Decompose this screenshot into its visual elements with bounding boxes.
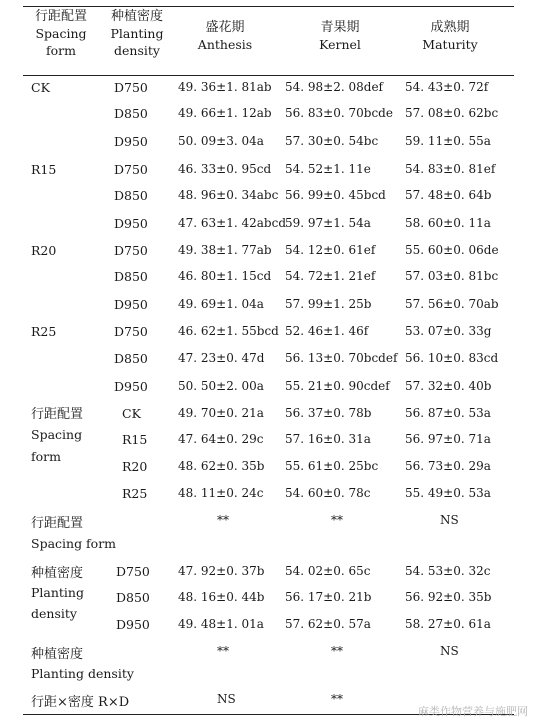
density-sig-maturity: NS (440, 644, 459, 658)
spacing-level: CK (122, 406, 141, 421)
spacing-mean-kernel: 55. 61±0. 25bc (285, 459, 379, 473)
header-kernel-en: Kernel (319, 37, 361, 52)
density-mean-maturity: 54. 53±0. 32c (405, 564, 491, 578)
spacing-mean-kernel: 57. 16±0. 31a (285, 432, 371, 446)
spacing-mean-maturity: 56. 87±0. 53a (405, 406, 491, 420)
spacing-sig-label-en: Spacing form (31, 536, 117, 551)
row-kernel: 57. 30±0. 54bc (285, 134, 379, 148)
row-maturity: 55. 60±0. 06de (405, 243, 499, 257)
header-density-cn: 种植密度 (110, 9, 163, 24)
header-anthesis (175, 19, 275, 53)
density-mean-anthesis: 47. 92±0. 37b (178, 564, 265, 578)
row-kernel: 54. 98±2. 08def (285, 80, 383, 94)
header-planting-density (101, 8, 173, 59)
row-maturity: 53. 07±0. 33g (405, 324, 492, 338)
header-anthesis-cn: 盛花期 (205, 20, 245, 35)
header-kernel-cn: 青果期 (320, 20, 360, 35)
density-mean-kernel: 54. 02±0. 65c (285, 564, 371, 578)
row-maturity: 57. 56±0. 70ab (405, 297, 499, 311)
interaction-anthesis: NS (217, 692, 236, 706)
density-sig-label-en: Planting density (31, 666, 134, 681)
row-maturity: 54. 43±0. 72f (405, 80, 489, 94)
row-anthesis: 49. 36±1. 81ab (178, 80, 272, 94)
spacing-mean-maturity: 55. 49±0. 53a (405, 486, 491, 500)
row-planting-density: D950 (114, 297, 148, 312)
density-mean-anthesis: 48. 16±0. 44b (178, 590, 265, 604)
spacing-mean-anthesis: 49. 70±0. 21a (178, 406, 264, 420)
header-maturity-en: Maturity (422, 37, 478, 52)
row-kernel: 54. 12±0. 61ef (285, 243, 376, 257)
row-maturity: 54. 83±0. 81ef (405, 162, 496, 176)
row-maturity: 57. 32±0. 40b (405, 379, 492, 393)
row-kernel: 52. 46±1. 46f (285, 324, 369, 338)
row-maturity: 57. 08±0. 62bc (405, 106, 499, 120)
density-level: D750 (116, 564, 150, 579)
row-kernel: 57. 99±1. 25b (285, 297, 372, 311)
row-anthesis: 49. 69±1. 04a (178, 297, 264, 311)
header-kernel (290, 19, 390, 53)
row-anthesis: 47. 23±0. 47d (178, 351, 265, 365)
row-anthesis: 47. 63±1. 42abcd (178, 216, 286, 230)
spacing-mean-kernel: 54. 60±0. 78c (285, 486, 371, 500)
spacing-label-en2: form (31, 449, 61, 464)
density-mean-maturity: 58. 27±0. 61a (405, 617, 491, 631)
density-label-en2: density (31, 606, 77, 621)
row-kernel: 54. 52±1. 11e (285, 162, 371, 176)
row-kernel: 56. 83±0. 70bcde (285, 106, 393, 120)
spacing-sig-anthesis: ** (217, 513, 229, 527)
row-planting-density: D850 (114, 351, 148, 366)
density-mean-maturity: 56. 92±0. 35b (405, 590, 492, 604)
spacing-mean-maturity: 56. 97±0. 71a (405, 432, 491, 446)
row-planting-density: D950 (114, 379, 148, 394)
row-spacing-form: R25 (31, 324, 57, 339)
density-level: D950 (116, 617, 150, 632)
density-sig-label-cn: 种植密度 (31, 647, 84, 662)
header-rule (23, 75, 514, 76)
header-anthesis-en: Anthesis (197, 37, 253, 52)
header-density-en2: density (114, 43, 160, 58)
header-spacing-en2: form (46, 43, 76, 58)
row-kernel: 56. 13±0. 70bcdef (285, 351, 398, 365)
spacing-mean-kernel: 56. 37±0. 78b (285, 406, 372, 420)
header-maturity (398, 19, 502, 53)
row-anthesis: 49. 66±1. 12ab (178, 106, 272, 120)
spacing-sig-maturity: NS (440, 513, 459, 527)
row-spacing-form: R15 (31, 162, 57, 177)
header-maturity-cn: 成熟期 (430, 20, 470, 35)
row-planting-density: D850 (114, 269, 148, 284)
row-kernel: 56. 99±0. 45bcd (285, 188, 386, 202)
row-planting-density: D950 (114, 134, 148, 149)
spacing-mean-maturity: 56. 73±0. 29a (405, 459, 491, 473)
density-sig-kernel: ** (331, 644, 343, 658)
header-spacing-cn: 行距配置 (34, 9, 87, 24)
row-planting-density: D850 (114, 106, 148, 121)
header-spacing-en1: Spacing (35, 26, 87, 41)
density-label-cn: 种植密度 (31, 566, 84, 581)
spacing-sig-kernel: ** (331, 513, 343, 527)
row-maturity: 57. 03±0. 81bc (405, 269, 499, 283)
row-maturity: 58. 60±0. 11a (405, 216, 491, 230)
row-anthesis: 50. 50±2. 00a (178, 379, 264, 393)
row-planting-density: D750 (114, 162, 148, 177)
row-spacing-form: CK (31, 80, 50, 95)
row-anthesis: 48. 96±0. 34abc (178, 188, 279, 202)
row-planting-density: D950 (114, 216, 148, 231)
density-level: D850 (116, 590, 150, 605)
density-mean-kernel: 56. 17±0. 21b (285, 590, 372, 604)
spacing-label-cn: 行距配置 (31, 407, 84, 422)
row-planting-density: D750 (114, 80, 148, 95)
density-mean-anthesis: 49. 48±1. 01a (178, 617, 264, 631)
spacing-mean-anthesis: 47. 64±0. 29c (178, 432, 264, 446)
density-sig-anthesis: ** (217, 644, 229, 658)
spacing-level: R25 (122, 486, 148, 501)
row-planting-density: D750 (114, 324, 148, 339)
row-maturity: 57. 48±0. 64b (405, 188, 492, 202)
interaction-label: 行距×密度 R×D (31, 695, 130, 710)
spacing-label-en1: Spacing (31, 427, 83, 442)
row-kernel: 55. 21±0. 90cdef (285, 379, 390, 393)
row-planting-density: D850 (114, 188, 148, 203)
spacing-level: R20 (122, 459, 148, 474)
row-maturity: 56. 10±0. 83cd (405, 351, 499, 365)
density-label-en1: Planting (31, 585, 84, 600)
row-anthesis: 46. 62±1. 55bcd (178, 324, 279, 338)
density-mean-kernel: 57. 62±0. 57a (285, 617, 371, 631)
watermark: 麻类作物营养与施肥网 (418, 705, 528, 718)
row-kernel: 59. 97±1. 54a (285, 216, 371, 230)
top-rule (23, 6, 514, 7)
row-maturity: 59. 11±0. 55a (405, 134, 491, 148)
header-density-en1: Planting (110, 26, 164, 41)
row-anthesis: 46. 80±1. 15cd (178, 269, 272, 283)
row-spacing-form: R20 (31, 243, 57, 258)
spacing-sig-label-cn: 行距配置 (31, 516, 84, 531)
spacing-mean-anthesis: 48. 11±0. 24c (178, 486, 264, 500)
row-anthesis: 49. 38±1. 77ab (178, 243, 272, 257)
row-planting-density: D750 (114, 243, 148, 258)
interaction-kernel: ** (331, 692, 343, 706)
header-spacing-form (25, 8, 97, 59)
row-kernel: 54. 72±1. 21ef (285, 269, 376, 283)
spacing-mean-anthesis: 48. 62±0. 35b (178, 459, 265, 473)
row-anthesis: 46. 33±0. 95cd (178, 162, 272, 176)
row-anthesis: 50. 09±3. 04a (178, 134, 264, 148)
spacing-level: R15 (122, 432, 148, 447)
